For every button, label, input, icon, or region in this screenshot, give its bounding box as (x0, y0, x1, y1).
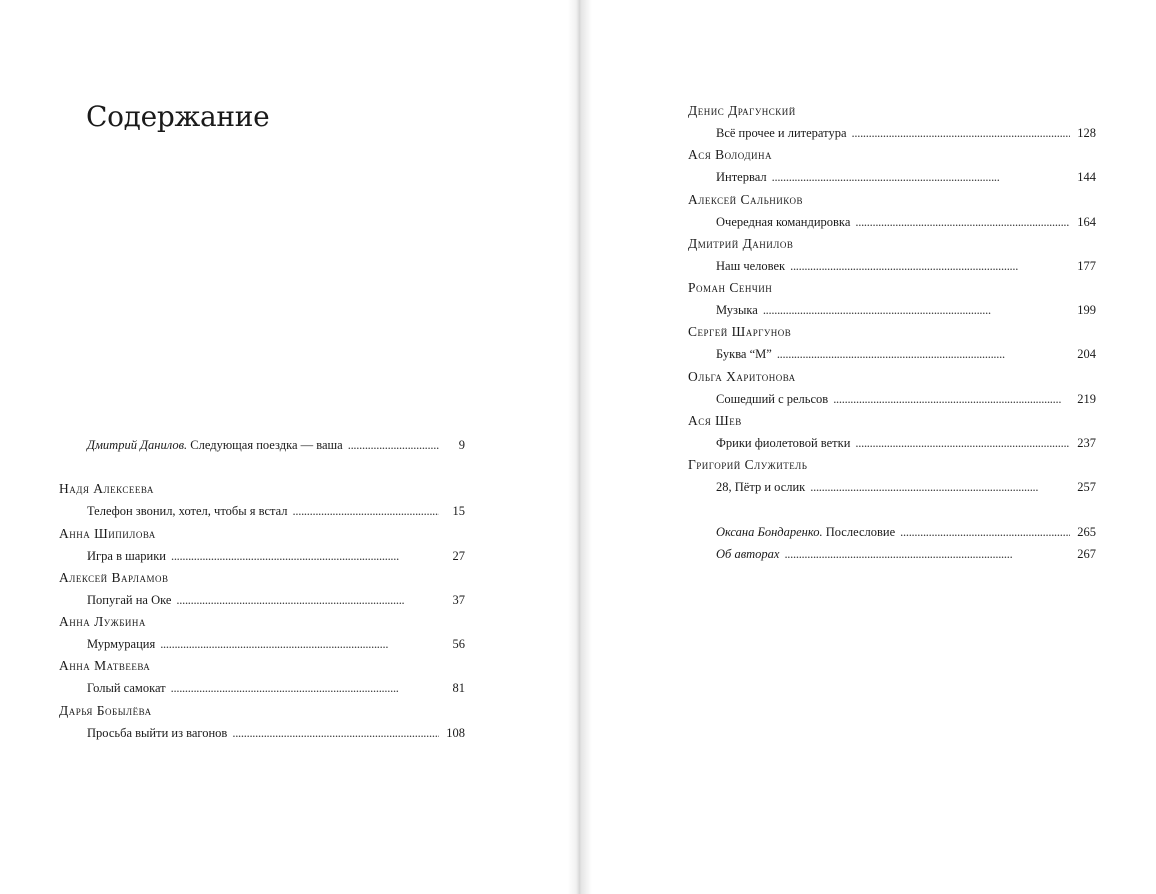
dot-leader (232, 722, 439, 744)
toc-left (59, 434, 465, 744)
page-number: 37 (452, 592, 465, 607)
toc-section (688, 233, 1096, 277)
author-name: Денис Драгунский (688, 103, 796, 118)
entry-title (716, 543, 779, 565)
toc-entry-preface[interactable] (59, 434, 465, 456)
page-number: 219 (1077, 391, 1096, 406)
page-number: 204 (1077, 347, 1096, 362)
entry-title (716, 521, 895, 543)
entry-title-italic: Об авторах (716, 546, 780, 561)
page-number: 128 (1077, 126, 1096, 140)
dot-leader (790, 255, 1070, 277)
toc-entry[interactable] (688, 299, 1096, 321)
toc-entry[interactable] (59, 500, 465, 522)
author-name: Алексей Варламов (59, 569, 169, 585)
dot-leader (348, 434, 439, 456)
toc-right (688, 100, 1096, 565)
dot-leader (833, 388, 1070, 410)
toc-section (59, 478, 465, 522)
entry-title: Голый самокат (87, 681, 166, 696)
author-name: Анна Шипилова (59, 525, 156, 541)
author-name: Алексей Сальников (688, 191, 804, 207)
entry-title: Музыка (716, 303, 758, 318)
author-name: Ольга Харитонова (688, 368, 796, 384)
dot-leader (171, 545, 439, 567)
toc-entry[interactable] (688, 166, 1096, 188)
dot-leader (855, 211, 1070, 233)
entry-title: Наш человек (716, 258, 786, 273)
author-name: Анна Матвеева (59, 658, 151, 674)
toc-section (688, 100, 1096, 144)
toc-section (688, 277, 1096, 321)
entry-author-italic: Оксана Бондаренко. (716, 524, 823, 539)
dot-leader (810, 476, 1070, 498)
toc-section (59, 700, 465, 744)
page-number: 164 (1077, 214, 1096, 229)
toc-entry[interactable] (688, 211, 1096, 233)
author-name: Анна Лужбина (59, 614, 146, 630)
toc-entry[interactable] (688, 432, 1096, 454)
dot-leader (176, 589, 439, 611)
entry-title: Просьба выйти из вагонов (87, 725, 228, 740)
entry-title: Игра в шарики (87, 548, 166, 563)
page-number: 15 (452, 504, 465, 519)
page-number: 81 (452, 681, 465, 696)
page-number: 257 (1077, 480, 1096, 495)
page-number: 9 (458, 438, 465, 452)
author-name: Ася Володина (688, 147, 772, 163)
author-name: Григорий Служитель (688, 457, 808, 473)
toc-section (688, 366, 1096, 410)
toc-entry[interactable] (688, 476, 1096, 498)
author-name: Дмитрий Данилов (688, 235, 794, 251)
toc-entry[interactable] (59, 589, 465, 611)
toc-section (688, 410, 1096, 454)
page-number: 237 (1077, 436, 1096, 451)
page-title: Содержание (86, 100, 270, 133)
entry-title: Мурмурация (87, 637, 156, 652)
toc-entry[interactable] (59, 677, 465, 699)
author-name: Дарья Бобылёва (59, 702, 152, 718)
page-number: 199 (1077, 303, 1096, 318)
entry-title: Фрики фиолетовой ветки (716, 436, 851, 451)
page-number: 56 (452, 637, 465, 652)
dot-leader (160, 633, 439, 655)
dot-leader (772, 166, 1070, 188)
dot-leader (171, 677, 439, 699)
toc-entry[interactable] (688, 122, 1096, 144)
entry-title: Сошедший с рельсов (716, 391, 829, 406)
entry-title: Телефон звонил, хотел, чтобы я встал (87, 504, 288, 519)
toc-section (688, 454, 1096, 498)
page-number: 267 (1077, 546, 1096, 561)
toc-entry[interactable] (688, 343, 1096, 365)
entry-title: Очередная командировка (716, 214, 851, 229)
dot-leader (777, 343, 1070, 365)
author-name: Роман Сенчин (688, 280, 773, 296)
entry-title: Попугай на Оке (87, 592, 172, 607)
toc-section (59, 567, 465, 611)
dot-leader (900, 521, 1070, 543)
entry-title-text: Послесловие (825, 524, 896, 539)
author-name: Сергей Шаргунов (688, 324, 792, 340)
spacer (59, 456, 465, 478)
toc-entry[interactable] (59, 545, 465, 567)
dot-leader (784, 543, 1070, 565)
entry-title: Буква “М” (716, 347, 772, 362)
toc-entry-afterword[interactable] (688, 521, 1096, 543)
dot-leader (852, 122, 1070, 144)
page-number: 144 (1077, 170, 1096, 185)
toc-section (59, 523, 465, 567)
author-name: Надя Алексеева (59, 481, 154, 497)
spacer (688, 499, 1096, 521)
entry-title: Интервал (716, 170, 767, 185)
dot-leader (763, 299, 1070, 321)
toc-section (59, 611, 465, 655)
toc-section (688, 321, 1096, 365)
page-number: 265 (1077, 524, 1096, 539)
page-number: 108 (446, 725, 465, 740)
entry-title (87, 434, 343, 456)
toc-entry[interactable] (688, 388, 1096, 410)
dot-leader (293, 500, 439, 522)
entry-title-text: Следующая поездка — ваша (190, 438, 343, 452)
toc-entry[interactable] (688, 255, 1096, 277)
page-number: 27 (452, 548, 465, 563)
toc-entry[interactable] (59, 633, 465, 655)
author-name: Ася Шев (688, 413, 742, 429)
entry-title: 28, Пётр и ослик (716, 480, 806, 495)
dot-leader (855, 432, 1070, 454)
entry-title: Всё прочее и литература (716, 126, 847, 140)
toc-entry[interactable] (59, 722, 465, 744)
toc-section (59, 655, 465, 699)
entry-author-italic: Дмитрий Данилов. (87, 438, 188, 452)
toc-section (688, 144, 1096, 188)
toc-entry-about-authors[interactable] (688, 543, 1096, 565)
toc-section (688, 189, 1096, 233)
page-number: 177 (1077, 258, 1096, 273)
